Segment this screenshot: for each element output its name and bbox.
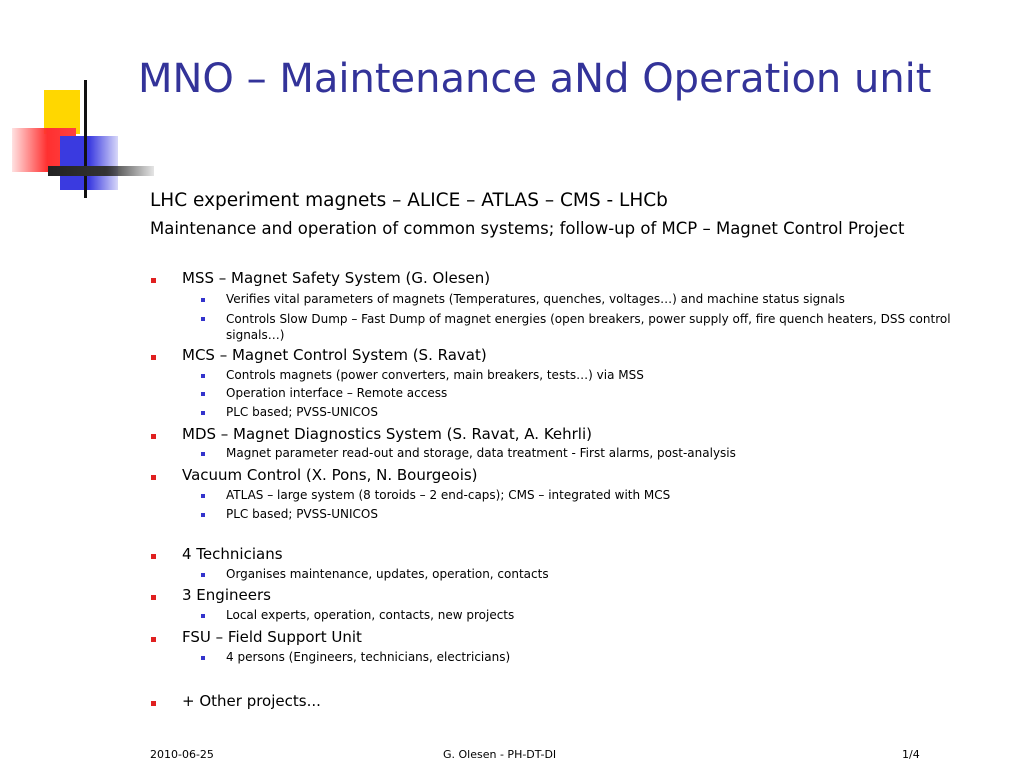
bullet-text: MCS – Magnet Control System (S. Ravat) — [182, 346, 487, 364]
bullet-text: Vacuum Control (X. Pons, N. Bourgeois) — [182, 466, 478, 484]
bullet-item-level2 — [226, 292, 845, 306]
bullet-item-level2 — [226, 405, 378, 419]
square-bullet-icon — [201, 452, 205, 456]
bullet-item-level2 — [226, 446, 736, 460]
bullet-text: Magnet parameter read-out and storage, data treatment - First alarms, post-analysis — [226, 446, 736, 460]
horizontal-line-decoration — [48, 166, 154, 176]
square-bullet-icon — [151, 278, 156, 283]
square-bullet-icon — [151, 355, 156, 360]
bullet-text: MSS – Magnet Safety System (G. Olesen) — [182, 269, 491, 287]
slide-title: MNO – Maintenance aNd Operation unit — [138, 56, 932, 102]
bullet-text: + Other projects... — [182, 692, 321, 710]
bullet-item-level1 — [182, 269, 490, 287]
bullet-item-level1 — [182, 346, 487, 364]
bullet-text: Controls magnets (power converters, main breakers, tests…) via MSS — [226, 368, 644, 382]
decorative-logo — [0, 0, 140, 200]
bullet-text: MDS – Magnet Diagnostics System (S. Ravat, A. Kehrli) — [182, 425, 592, 443]
bullet-item-level2 — [226, 386, 447, 400]
bullet-item-level1 — [182, 425, 592, 443]
square-bullet-icon — [201, 656, 205, 660]
square-bullet-icon — [201, 317, 205, 321]
bullet-text: Controls Slow Dump – Fast Dump of magnet energies (open breakers, power supply off, fire quench heaters, DSS control signals…) — [226, 312, 951, 342]
bullet-item-level2 — [226, 567, 549, 581]
bullet-item-level1 — [182, 692, 321, 710]
square-bullet-icon — [151, 637, 156, 642]
square-bullet-icon — [201, 374, 205, 378]
bullet-text: ATLAS – large system (8 toroids – 2 end-caps); CMS – integrated with MCS — [226, 488, 671, 502]
footer-page-number: 1/4 — [902, 748, 920, 761]
slide-subtitle-magnets: LHC experiment magnets – ALICE – ATLAS – CMS - LHCb — [150, 190, 668, 211]
square-bullet-icon — [201, 513, 205, 517]
bullet-item-level2 — [226, 650, 510, 664]
square-bullet-icon — [201, 614, 205, 618]
bullet-text: Organises maintenance, updates, operation, contacts — [226, 567, 549, 581]
square-bullet-icon — [151, 475, 156, 480]
square-bullet-icon — [201, 573, 205, 577]
bullet-item-level2 — [226, 311, 996, 343]
bullet-text: Local experts, operation, contacts, new projects — [226, 608, 515, 622]
bullet-text: PLC based; PVSS-UNICOS — [226, 507, 378, 521]
footer-author: G. Olesen - PH-DT-DI — [443, 748, 557, 761]
bullet-text: 3 Engineers — [182, 586, 271, 604]
square-bullet-icon — [201, 411, 205, 415]
square-bullet-icon — [151, 595, 156, 600]
square-bullet-icon — [151, 434, 156, 439]
bullet-text: 4 Technicians — [182, 545, 283, 563]
bullet-text: Verifies vital parameters of magnets (Temperatures, quenches, voltages…) and machine status signals — [226, 292, 845, 306]
bullet-text: PLC based; PVSS-UNICOS — [226, 405, 378, 419]
bullet-text: Operation interface – Remote access — [226, 386, 448, 400]
bullet-item-level1 — [182, 545, 283, 563]
bullet-item-level1 — [182, 586, 271, 604]
footer-date: 2010-06-25 — [150, 748, 214, 761]
bullet-item-level1 — [182, 628, 362, 646]
square-bullet-icon — [201, 494, 205, 498]
square-bullet-icon — [201, 392, 205, 396]
bullet-text: FSU – Field Support Unit — [182, 628, 362, 646]
slide-subtitle-maintenance: Maintenance and operation of common systems; follow-up of MCP – Magnet Control Project — [150, 219, 905, 238]
vertical-line-decoration — [84, 80, 87, 198]
bullet-text: 4 persons (Engineers, technicians, electricians) — [226, 650, 511, 664]
square-bullet-icon — [151, 701, 156, 706]
bullet-item-level2 — [226, 507, 378, 521]
square-bullet-icon — [151, 554, 156, 559]
bullet-item-level1 — [182, 466, 478, 484]
square-bullet-icon — [201, 298, 205, 302]
bullet-item-level2 — [226, 608, 514, 622]
bullet-item-level2 — [226, 488, 670, 502]
bullet-item-level2 — [226, 368, 644, 382]
blue-square-decoration — [60, 136, 118, 190]
